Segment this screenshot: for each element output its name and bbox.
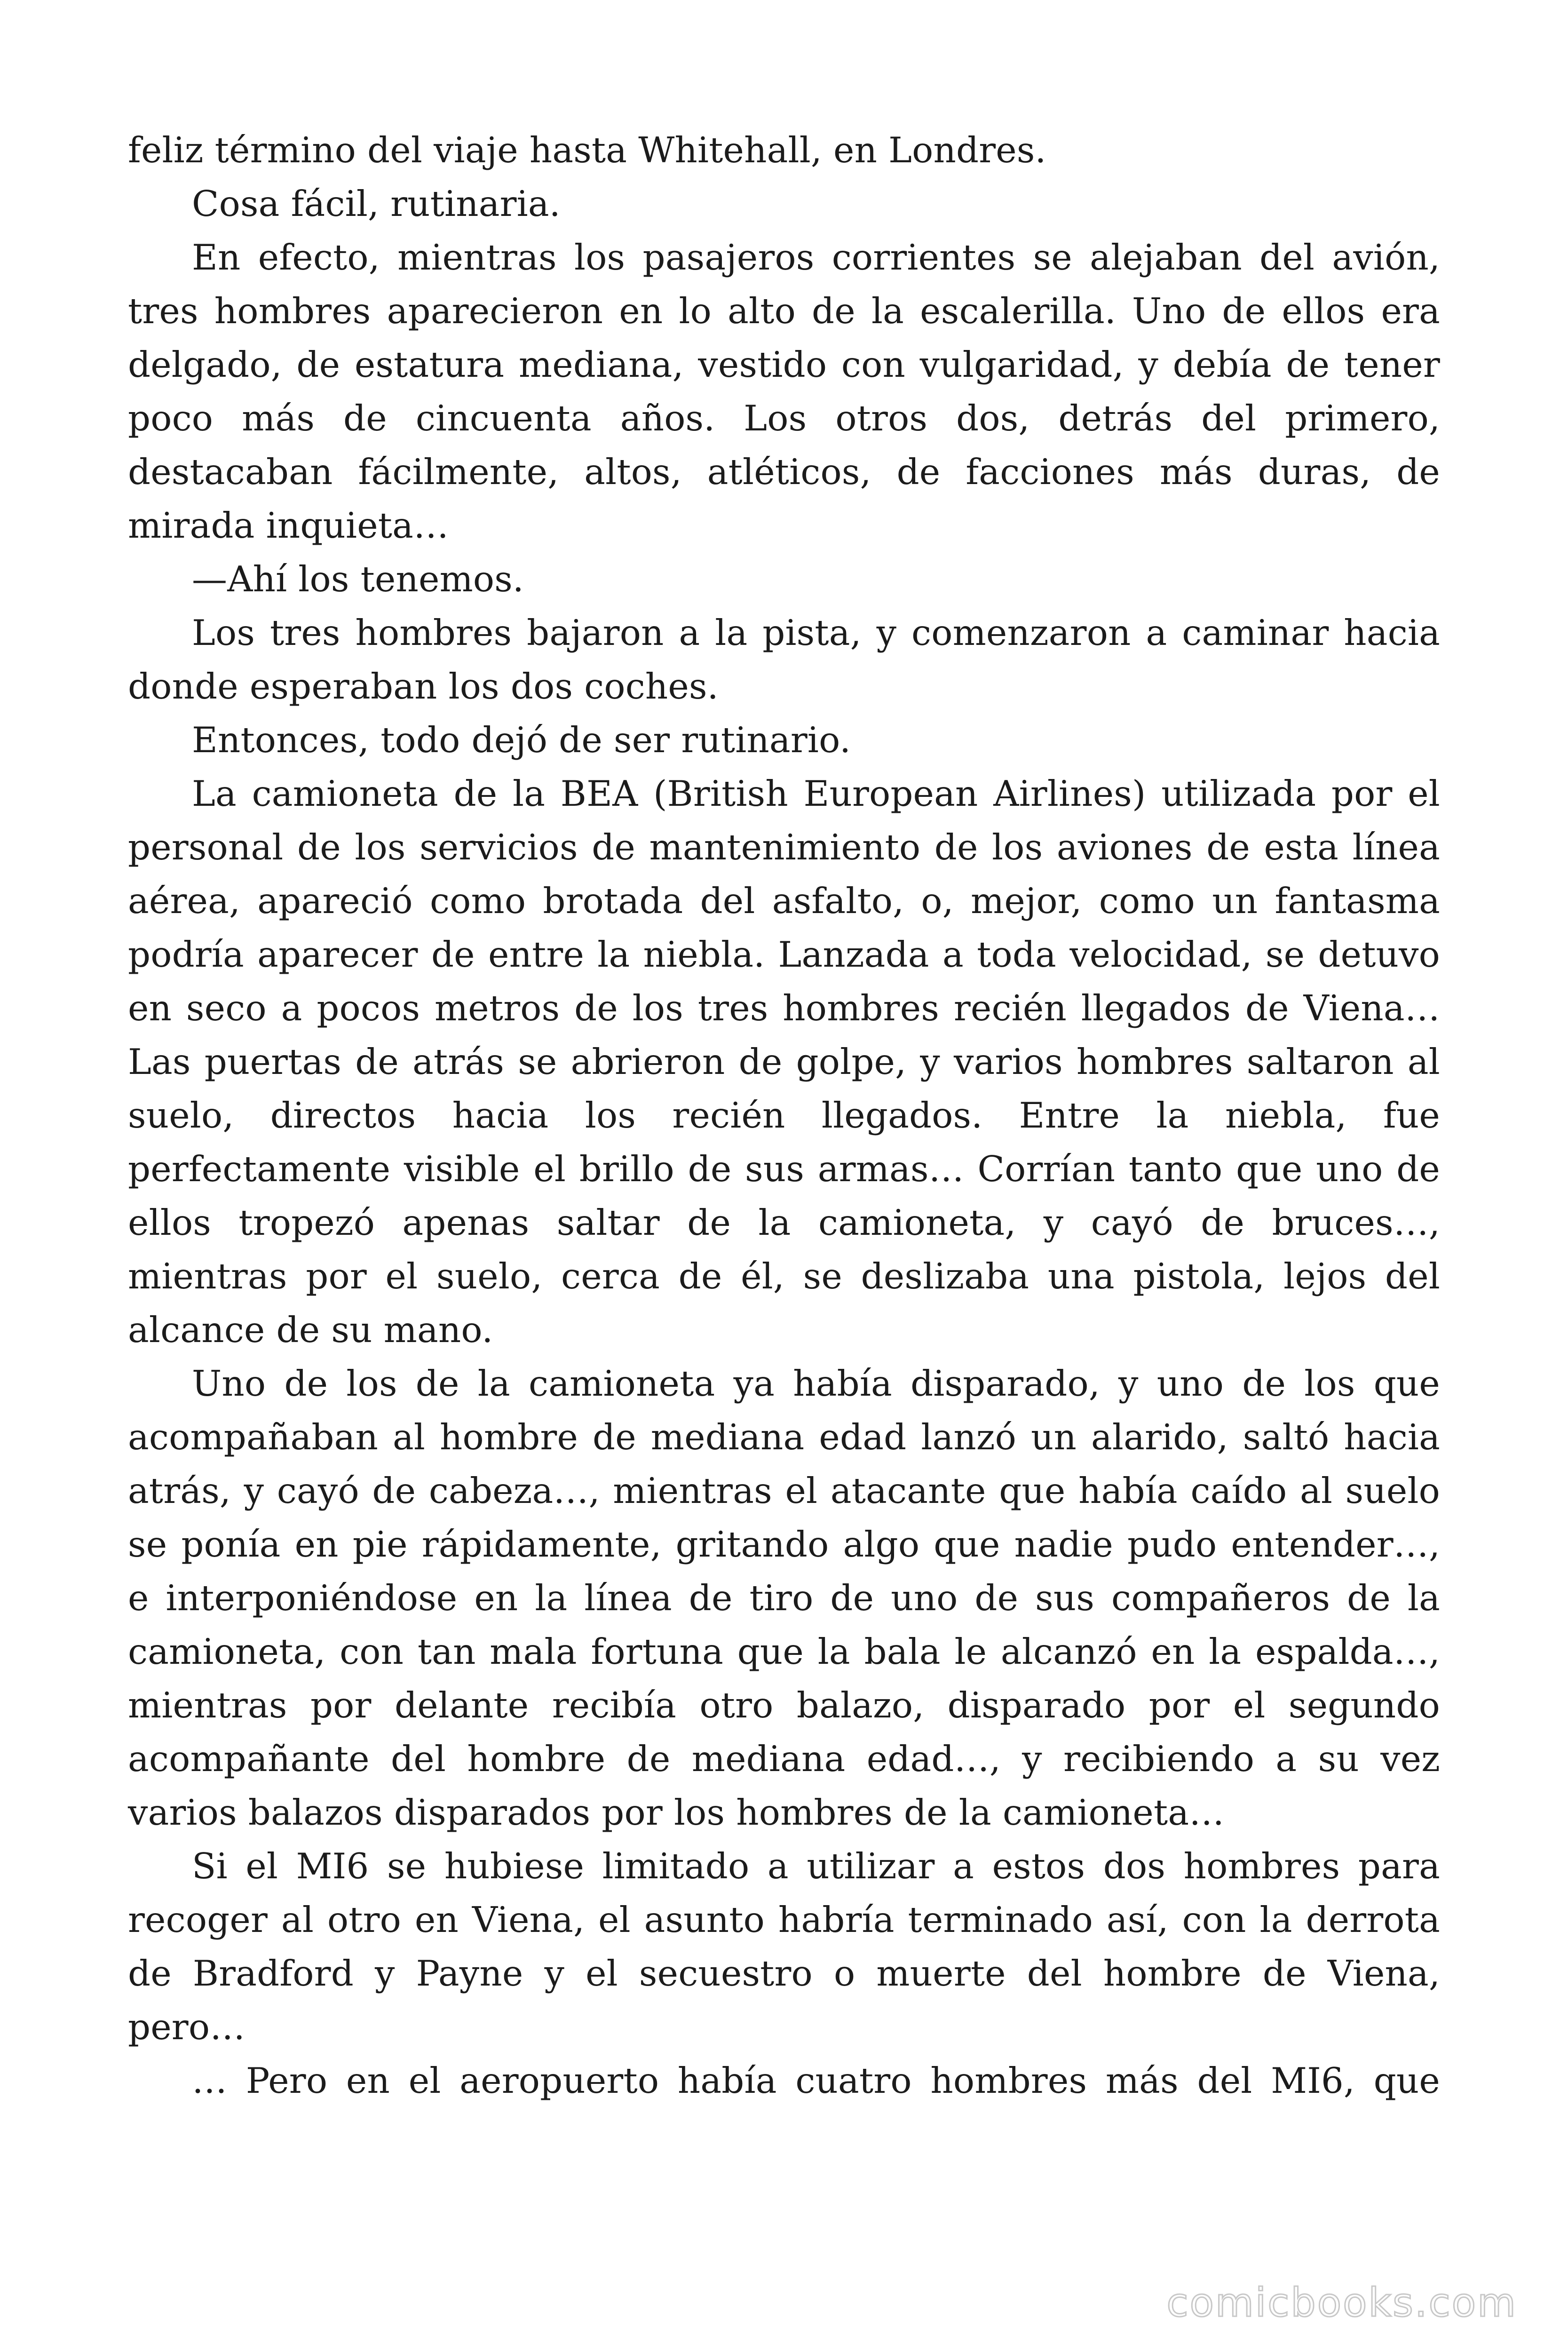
paragraph: En efecto, mientras los pasajeros corrientes se alejaban del avión, tres hombres aparecieron en lo alto de la escalerilla. Uno de ellos era delgado, de estatura mediana, vestido con vulgaridad, y debía de tener poco más de cincuenta años. Los otros dos, detrás del primero, destacaban fácilmente, altos, atléticos, de facciones más duras, de mirada inquieta…	[128, 237, 1440, 546]
paragraph: Si el MI6 se hubiese limitado a utilizar a estos dos hombres para recoger al otro en Viena, el asunto habría terminado así, con la derrota de Bradford y Payne y el secuestro o muerte del hombre de Viena, pero…	[128, 1845, 1440, 2048]
paragraph: Los tres hombres bajaron a la pista, y comenzaron a caminar hacia donde esperaban los dos coches.	[128, 612, 1440, 707]
paragraph: La camioneta de la BEA (British European Airlines) utilizada por el personal de los servicios de mantenimiento de los aviones de esta línea aérea, apareció como brotada del asfalto, o, mejor, como un fantasma podría aparecer de entre la niebla. Lanzada a toda velocidad, se detuvo en seco a pocos metros de los tres hombres recién llegados de Viena… Las puertas de atrás se abrieron de golpe, y varios hombres saltaron al suelo, directos hacia los recién llegados. Entre la niebla, fue perfectamente visible el brillo de sus armas… Corrían tanto que uno de ellos tropezó apenas saltar de la camioneta, y cayó de bruces…, mientras por el suelo, cerca de él, se deslizaba una pistola, lejos del alcance de su mano.	[128, 773, 1440, 1351]
paragraph: Cosa fácil, rutinaria.	[192, 183, 561, 224]
paragraph: Uno de los de la camioneta ya había disparado, y uno de los que acompañaban al hombre de mediana edad lanzó un alarido, saltó hacia atrás, y cayó de cabeza…, mientras el atacante que había caído al suelo se ponía en pie rápidamente, gritando algo que nadie pudo entender…, e interponiéndose en la línea de tiro de uno de sus compañeros de la camioneta, con tan mala fortuna que la bala le alcanzó en la espalda…, mientras por delante recibía otro balazo, disparado por el segundo acompañante del hombre de mediana edad…, y recibiendo a su vez varios balazos disparados por los hombres de la camioneta…	[128, 1363, 1440, 1833]
book-page-text	[128, 123, 1440, 2107]
dialogue-line: —Ahí los tenemos.	[192, 558, 524, 600]
paragraph: Entonces, todo dejó de ser rutinario.	[192, 719, 851, 761]
watermark-logo: comicbooks.com	[1166, 2280, 1517, 2326]
paragraph-last-line: … Pero en el aeropuerto había cuatro hombres más del MI6, que	[192, 2060, 1440, 2101]
paragraph-continuation: feliz término del viaje hasta Whitehall, en Londres.	[128, 129, 1046, 171]
